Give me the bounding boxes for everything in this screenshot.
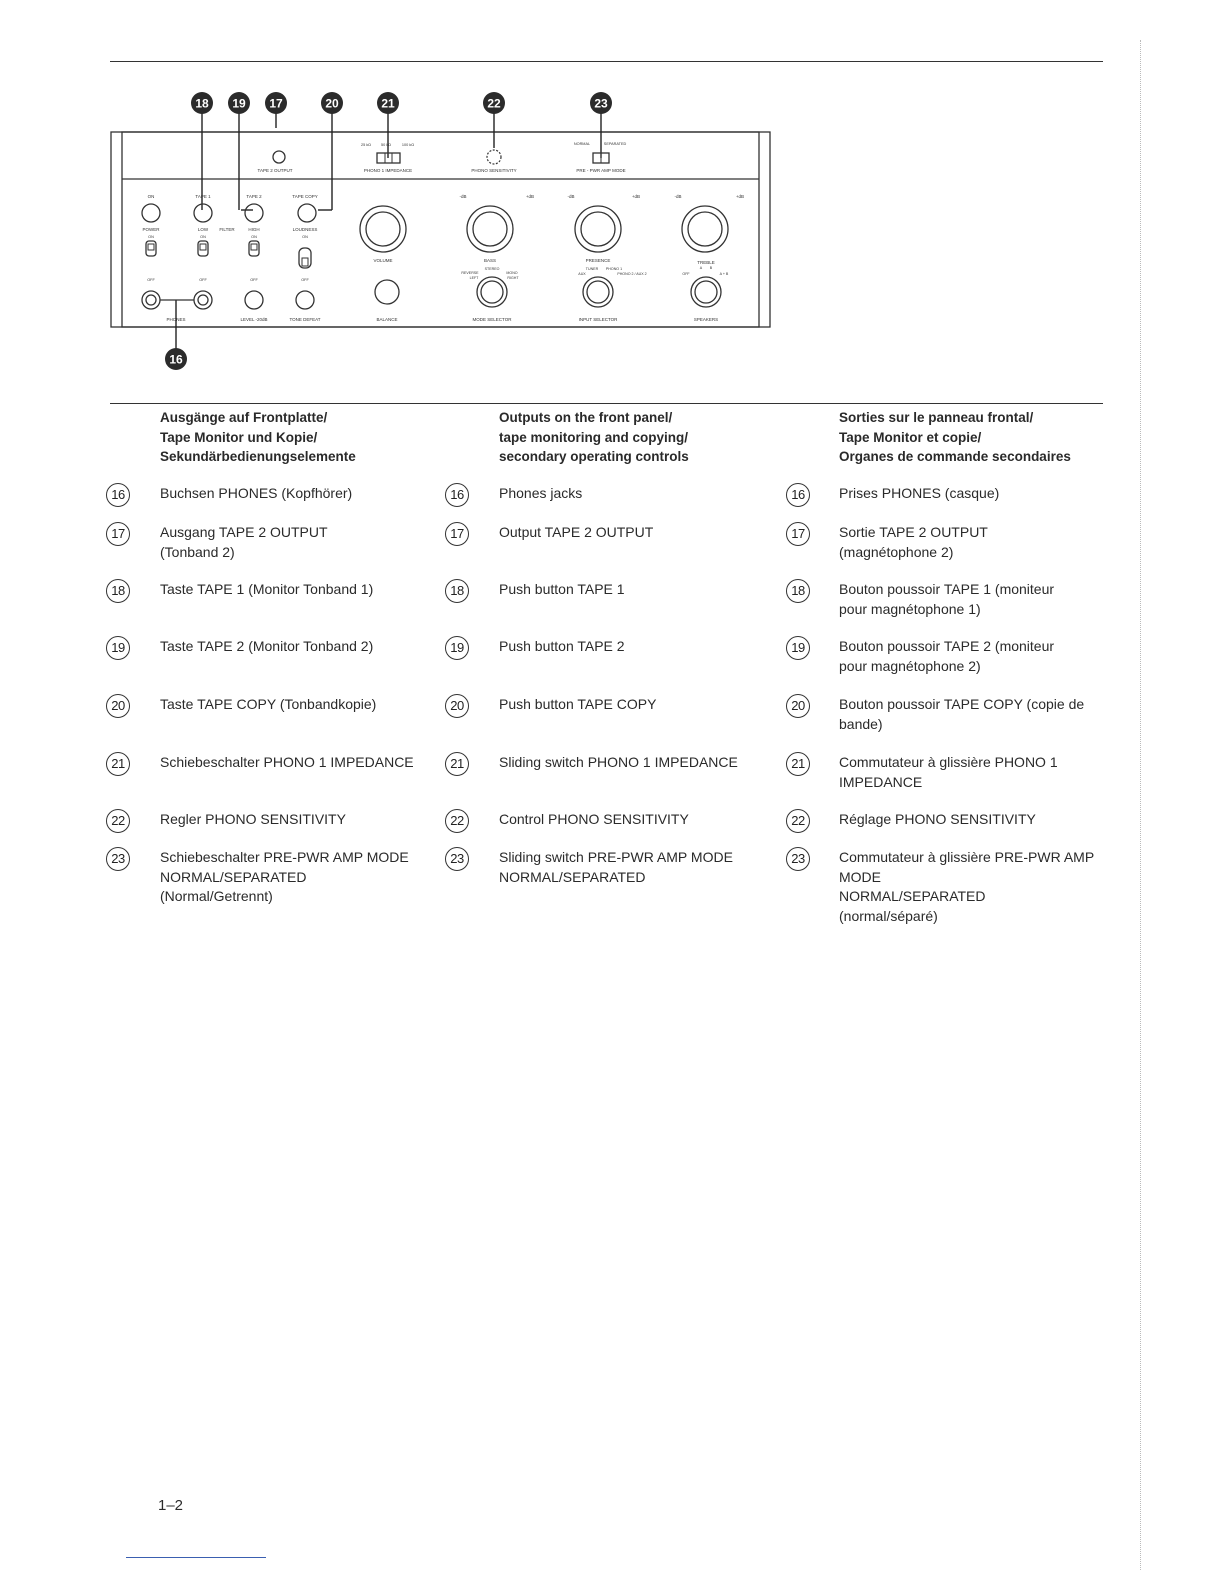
- item-description: [839, 484, 999, 504]
- on-label: ON: [147, 194, 155, 199]
- item-description: [499, 484, 582, 504]
- item-description: [499, 810, 689, 830]
- item-description-line: Commutateur à glissière PHONO 1: [839, 754, 1058, 770]
- left-label: LEFT: [469, 276, 479, 280]
- stereo-label: STEREO: [484, 267, 500, 271]
- pre-pwr-mode-label: PRE - PWR AMP MODE: [576, 168, 626, 173]
- item-description-line: Push button TAPE COPY: [499, 696, 657, 712]
- item-description: [499, 523, 653, 543]
- aux-label: AUX: [578, 272, 586, 276]
- item-number: 16: [445, 483, 469, 507]
- speakers-label: SPEAKERS: [693, 317, 719, 322]
- plus-db-label: +dB: [525, 194, 535, 199]
- toggle-lever: [148, 244, 154, 250]
- item-number: 23: [786, 847, 810, 871]
- reverse-label: REVERSE: [461, 271, 479, 275]
- page-number: 1–2: [158, 1497, 184, 1514]
- item-number: 17: [106, 522, 130, 546]
- item-number: 18: [445, 579, 469, 603]
- item-description-line: (normal/séparé): [839, 907, 938, 924]
- treble-label: TREBLE: [697, 260, 715, 265]
- item-number: 19: [445, 636, 469, 660]
- item-description-line: (Tonband 2): [160, 543, 235, 560]
- item-number: 21: [786, 752, 810, 776]
- column-heading-line: Ausgänge auf Frontplatte/: [160, 410, 328, 425]
- item-number: 22: [445, 809, 469, 833]
- tuner-label: TUNER: [585, 267, 599, 271]
- bass-knob-ring: [467, 206, 513, 252]
- balance-knob: [375, 280, 399, 304]
- power-button: [142, 204, 160, 222]
- column-heading-line: tape monitoring and copying/: [499, 429, 688, 445]
- tape-copy-button: [298, 204, 316, 222]
- item-number: 21: [106, 752, 130, 776]
- item-description-line: pour magnétophone 2): [839, 657, 981, 674]
- phono1-label: PHONO 1: [605, 267, 623, 271]
- section-rule: [110, 403, 1103, 404]
- item-description-line: Push button TAPE 2: [499, 638, 625, 654]
- switch-off-label: OFF: [250, 278, 258, 282]
- loudness-off-label: OFF: [301, 278, 309, 282]
- loudness-on-label: ON: [302, 235, 308, 239]
- panel-outer-frame: [111, 132, 770, 327]
- phones-label: PHONES: [166, 317, 186, 322]
- footer-link-line: [126, 1557, 266, 1558]
- bass-knob-cap: [473, 212, 507, 246]
- item-number: 16: [786, 483, 810, 507]
- loudness-lever: [302, 258, 308, 266]
- item-description: [499, 695, 656, 715]
- presence-knob-ring: [575, 206, 621, 252]
- column-heading: [839, 408, 1071, 467]
- panel-inner-frame: [122, 132, 759, 327]
- input-selector-label: INPUT SELECTOR: [578, 317, 618, 322]
- tape2-label: TAPE 2: [246, 194, 262, 199]
- item-number: 22: [106, 809, 130, 833]
- item-number: 18: [786, 579, 810, 603]
- tape2-button: [245, 204, 263, 222]
- bass-label: BASS: [483, 258, 497, 263]
- phono2-aux2-label: PHONO 2 / AUX 2: [617, 272, 647, 276]
- item-number: 20: [106, 694, 130, 718]
- item-description-line: Output TAPE 2 OUTPUT: [499, 524, 654, 540]
- speaker-ab-label: A + B: [719, 272, 729, 276]
- item-description: [839, 753, 1058, 792]
- tape2-output-label: TAPE 2 OUTPUT: [257, 168, 293, 173]
- low-label: LOW: [197, 227, 209, 232]
- phones-jack-right: [194, 291, 212, 309]
- item-description: [160, 753, 414, 773]
- minus-db-label: -dB: [674, 194, 682, 199]
- front-panel-diagram: [0, 0, 1224, 400]
- callout-number: 17: [269, 96, 283, 111]
- item-description-line: NORMAL/SEPARATED: [160, 868, 307, 885]
- item-description-line: Schiebeschalter PHONO 1 IMPEDANCE: [160, 754, 414, 770]
- item-description-line: Taste TAPE 2 (Monitor Tonband 2): [160, 638, 374, 654]
- item-description: [499, 848, 733, 887]
- item-number: 17: [786, 522, 810, 546]
- tape-copy-label: TAPE COPY: [292, 194, 318, 199]
- phones-jack-left: [142, 291, 160, 309]
- phono1-impedance-label: PHONO 1 IMPEDANCE: [363, 168, 413, 173]
- item-number: 20: [445, 694, 469, 718]
- callout-number: 23: [594, 96, 608, 111]
- item-number: 16: [106, 483, 130, 507]
- tape2-output-jack: [273, 151, 285, 163]
- speaker-a-label: A: [699, 266, 703, 270]
- mono-label: MONO: [506, 271, 518, 275]
- phones-jack-left-inner: [146, 295, 156, 305]
- item-number: 22: [786, 809, 810, 833]
- item-description-line: (magnétophone 2): [839, 543, 954, 560]
- treble-knob-ring: [682, 206, 728, 252]
- mode-selector-label: MODE SELECTOR: [472, 317, 512, 322]
- callout-number: 19: [232, 96, 246, 111]
- item-description-line: Bouton poussoir TAPE 2 (moniteur: [839, 638, 1055, 654]
- loudness-label: LOUDNESS: [292, 227, 318, 232]
- item-description: [160, 484, 352, 504]
- minus-db-label: -dB: [567, 194, 575, 199]
- impedance-option: 25 kΩ: [360, 143, 372, 147]
- item-number: 21: [445, 752, 469, 776]
- item-description: [499, 753, 738, 773]
- item-description-line: Bouton poussoir TAPE COPY (copie de: [839, 696, 1085, 712]
- volume-knob-ring: [360, 206, 406, 252]
- item-description-line: bande): [839, 715, 883, 732]
- item-description-line: IMPEDANCE: [839, 773, 923, 790]
- column-heading: [499, 408, 689, 467]
- item-description-line: Buchsen PHONES (Kopfhörer): [160, 485, 353, 501]
- volume-knob-cap: [366, 212, 400, 246]
- item-description: [839, 810, 1036, 830]
- volume-label: VOLUME: [373, 258, 393, 263]
- switch-off-label: OFF: [199, 278, 207, 282]
- item-description: [839, 523, 988, 562]
- item-description-line: Bouton poussoir TAPE 1 (moniteur: [839, 581, 1055, 597]
- item-description-line: MODE: [839, 868, 881, 885]
- phono-sensitivity-label: PHONO SENSITIVITY: [471, 168, 517, 173]
- toggle-lever: [251, 244, 257, 250]
- tape1-label: TAPE 1: [195, 194, 211, 199]
- balance-label: BALANCE: [376, 317, 398, 322]
- item-description-line: Ausgang TAPE 2 OUTPUT: [160, 524, 328, 540]
- item-description: [160, 848, 409, 907]
- speakers-cap: [695, 281, 717, 303]
- callout-number: 22: [487, 96, 501, 111]
- item-description: [160, 810, 346, 830]
- tone-defeat-button: [296, 291, 314, 309]
- power-label: POWER: [142, 227, 160, 232]
- item-description: [839, 695, 1084, 734]
- column-heading-line: Sorties sur le panneau frontal/: [839, 410, 1034, 425]
- item-number: 19: [106, 636, 130, 660]
- item-description-line: Push button TAPE 1: [499, 581, 625, 597]
- mode-normal-label: NORMAL: [573, 142, 591, 146]
- item-number: 23: [106, 847, 130, 871]
- column-heading-line: Sekundärbedienungselemente: [160, 449, 356, 464]
- plus-db-label: +dB: [735, 194, 745, 199]
- item-description: [839, 580, 1054, 619]
- item-description: [499, 580, 625, 600]
- item-description-line: Taste TAPE 1 (Monitor Tonband 1): [160, 581, 374, 597]
- impedance-option: 50 kΩ: [380, 143, 392, 147]
- filter-label: FILTER: [219, 227, 235, 232]
- impedance-option: 100 kΩ: [401, 143, 415, 147]
- speaker-b-label: B: [709, 266, 713, 270]
- column-heading-line: Organes de commande secondaires: [839, 449, 1071, 464]
- toggle-lever: [200, 244, 206, 250]
- item-description: [160, 695, 376, 715]
- column-heading: [160, 408, 356, 467]
- item-number: 19: [786, 636, 810, 660]
- level-button: [245, 291, 263, 309]
- plus-db-label: +dB: [631, 194, 641, 199]
- switch-off-label: OFF: [147, 278, 155, 282]
- level-label: LEVEL -20dB: [240, 317, 268, 322]
- item-description-line: Sliding switch PRE-PWR AMP MODE: [499, 849, 733, 865]
- callout-number: 16: [169, 352, 183, 367]
- column-heading-line: secondary operating controls: [499, 449, 689, 464]
- presence-knob-cap: [581, 212, 615, 246]
- item-number: 18: [106, 579, 130, 603]
- item-description-line: Sliding switch PHONO 1 IMPEDANCE: [499, 754, 738, 770]
- tape1-button: [194, 204, 212, 222]
- item-description-line: NORMAL/SEPARATED: [499, 868, 646, 885]
- switch-on-label: ON: [148, 235, 154, 239]
- phono-sensitivity-knob: [487, 150, 501, 164]
- callout-number: 20: [325, 96, 339, 111]
- item-description-line: NORMAL/SEPARATED: [839, 888, 986, 904]
- item-description-line: Control PHONO SENSITIVITY: [499, 811, 689, 827]
- mode-separated-label: SEPARATED: [603, 142, 627, 146]
- item-description-line: Schiebeschalter PRE-PWR AMP MODE: [160, 849, 409, 865]
- switch-on-label: ON: [251, 235, 257, 239]
- switch-on-label: ON: [200, 235, 206, 239]
- item-description: [160, 523, 328, 562]
- speaker-off-label: OFF: [682, 272, 690, 276]
- item-description-line: Réglage PHONO SENSITIVITY: [839, 811, 1036, 827]
- item-description-line: Commutateur à glissière PRE-PWR AMP: [839, 849, 1095, 865]
- high-label: HIGH: [248, 227, 260, 232]
- column-heading-line: Tape Monitor und Kopie/: [160, 429, 318, 445]
- item-description: [839, 848, 1094, 926]
- phones-jack-right-inner: [198, 295, 208, 305]
- item-description-line: Regler PHONO SENSITIVITY: [160, 811, 346, 827]
- column-heading-line: Tape Monitor et copie/: [839, 429, 982, 445]
- item-description-line: Phones jacks: [499, 485, 583, 501]
- item-description: [839, 637, 1054, 676]
- item-description: [160, 580, 373, 600]
- item-number: 17: [445, 522, 469, 546]
- item-number: 20: [786, 694, 810, 718]
- item-description-line: pour magnétophone 1): [839, 600, 981, 617]
- right-label: RIGHT: [507, 276, 519, 280]
- item-description-line: Sortie TAPE 2 OUTPUT: [839, 524, 988, 540]
- input-selector-cap: [587, 281, 609, 303]
- presence-label: PRESENCE: [585, 258, 611, 263]
- item-description: [499, 637, 625, 657]
- item-description-line: Prises PHONES (casque): [839, 485, 1000, 501]
- mode-selector-cap: [481, 281, 503, 303]
- callout-number: 21: [381, 96, 395, 111]
- column-heading-line: Outputs on the front panel/: [499, 410, 673, 425]
- minus-db-label: -dB: [459, 194, 467, 199]
- item-description: [160, 637, 373, 657]
- item-description-line: Taste TAPE COPY (Tonbandkopie): [160, 696, 377, 712]
- tone-defeat-label: TONE DEFEAT: [289, 317, 321, 322]
- treble-knob-cap: [688, 212, 722, 246]
- item-description-line: (Normal/Getrennt): [160, 888, 273, 904]
- item-number: 23: [445, 847, 469, 871]
- callout-number: 18: [195, 96, 209, 111]
